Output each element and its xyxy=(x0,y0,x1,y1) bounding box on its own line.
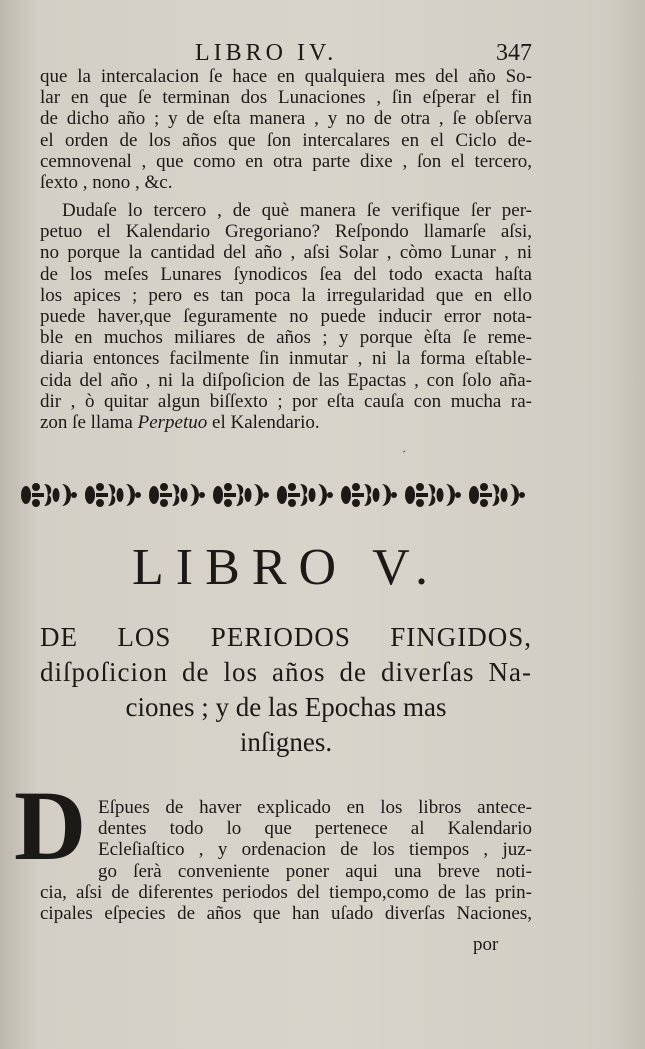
ornament-fleuron xyxy=(85,483,141,507)
text-line: go ſerà conveniente poner aqui una breve noti- xyxy=(98,860,532,882)
ornament-fleuron xyxy=(469,483,525,507)
text-line: de los meſes Lunares ſynodicos ſea del todo exacta haſta xyxy=(40,263,532,285)
catchword: por xyxy=(473,934,499,955)
subtitle-line: inſignes. xyxy=(239,727,333,757)
text-line: dir , ò quitar algun biſſexto ; por eſta cauſa con mucha ra- xyxy=(40,390,532,412)
text-line: petuo el Kalendario Gregoriano? Reſpondo llamarſe aſsi, xyxy=(40,221,532,243)
subtitle-line: DE LOS PERIODOS FINGIDOS, xyxy=(40,622,532,652)
text-line: lar en que ſe terminan dos Lunaciones , ſin eſperar el fin xyxy=(40,87,532,109)
text-line: ſexto , nono , &c. xyxy=(40,172,173,194)
paragraph-despues xyxy=(40,797,532,924)
text-line: diaria entonces facilmente ſin inmutar , ni la forma eſtable- xyxy=(40,348,532,370)
text-line: no porque la cantidad del año , aſsi Solar , còmo Lunar , ni xyxy=(40,242,532,264)
text-line: cida del año , ni la diſpoſicion de las Epactas , con ſolo aña- xyxy=(40,369,532,391)
text-line: ble en muchos miliares de años ; y porque èſta ſe reme- xyxy=(40,327,532,349)
text-line: el orden de los años que ſon intercalares en el Ciclo de- xyxy=(40,129,532,151)
italic-word: Perpetuo xyxy=(137,412,208,434)
page-number: 347 xyxy=(496,40,532,66)
text-fragment: zon ſe llama xyxy=(40,412,138,434)
text-line: que la intercalacion ſe hace en qualquiera mes del año So- xyxy=(40,66,532,87)
text-line: cipales eſpecies de años que han uſado diverſas Naciones, xyxy=(40,903,532,925)
text-line-last xyxy=(40,412,532,433)
drop-cap: D xyxy=(14,770,87,881)
text-line: de dicho año ; y de eſta manera , y no de otra , ſe obſerva xyxy=(40,108,532,130)
text-line: cia, aſsi de diferentes periodos del tiempo,como de las prin- xyxy=(40,881,532,903)
book-subtitle xyxy=(40,620,532,760)
text-line: puede haver,que ſeguramente no puede inducir error nota- xyxy=(40,306,532,328)
text-line: Ecleſiaſtico , y ordenacion de los tiempos , juz- xyxy=(98,839,532,861)
ornament-fleuron xyxy=(149,483,205,507)
ornament-fleuron xyxy=(213,483,269,507)
text-line: cemnovenal , que como en otra parte dixe , ſon el tercero, xyxy=(40,150,532,172)
subtitle-line: ciones ; y de las Epochas mas xyxy=(125,692,447,722)
ornament-band xyxy=(18,478,530,512)
ornament-fleuron xyxy=(341,483,397,507)
book-title: LIBRO V. xyxy=(132,539,440,596)
stray-mark: ´ xyxy=(402,448,406,462)
text-fragment: el Kalendario. xyxy=(207,412,320,434)
ornament-fleuron xyxy=(277,483,333,507)
paragraph-dudase xyxy=(40,200,532,433)
paragraph-continuation xyxy=(40,66,532,193)
text-line: dentes todo lo que pertenece al Kalendario xyxy=(98,818,532,840)
text-line: Eſpues de haver explicado en los libros antece- xyxy=(98,797,532,818)
ornament-fleuron xyxy=(405,483,461,507)
subtitle-line: diſpoſicion de los años de diverſas Na- xyxy=(40,657,532,687)
ornament-fleuron xyxy=(21,483,77,507)
text-line: Dudaſe lo tercero , de què manera ſe verifique ſer per- xyxy=(62,200,532,221)
running-head: LIBRO IV. xyxy=(195,40,338,66)
text-line: los apices ; pero es tan poca la irregularidad que en ello xyxy=(40,284,532,306)
